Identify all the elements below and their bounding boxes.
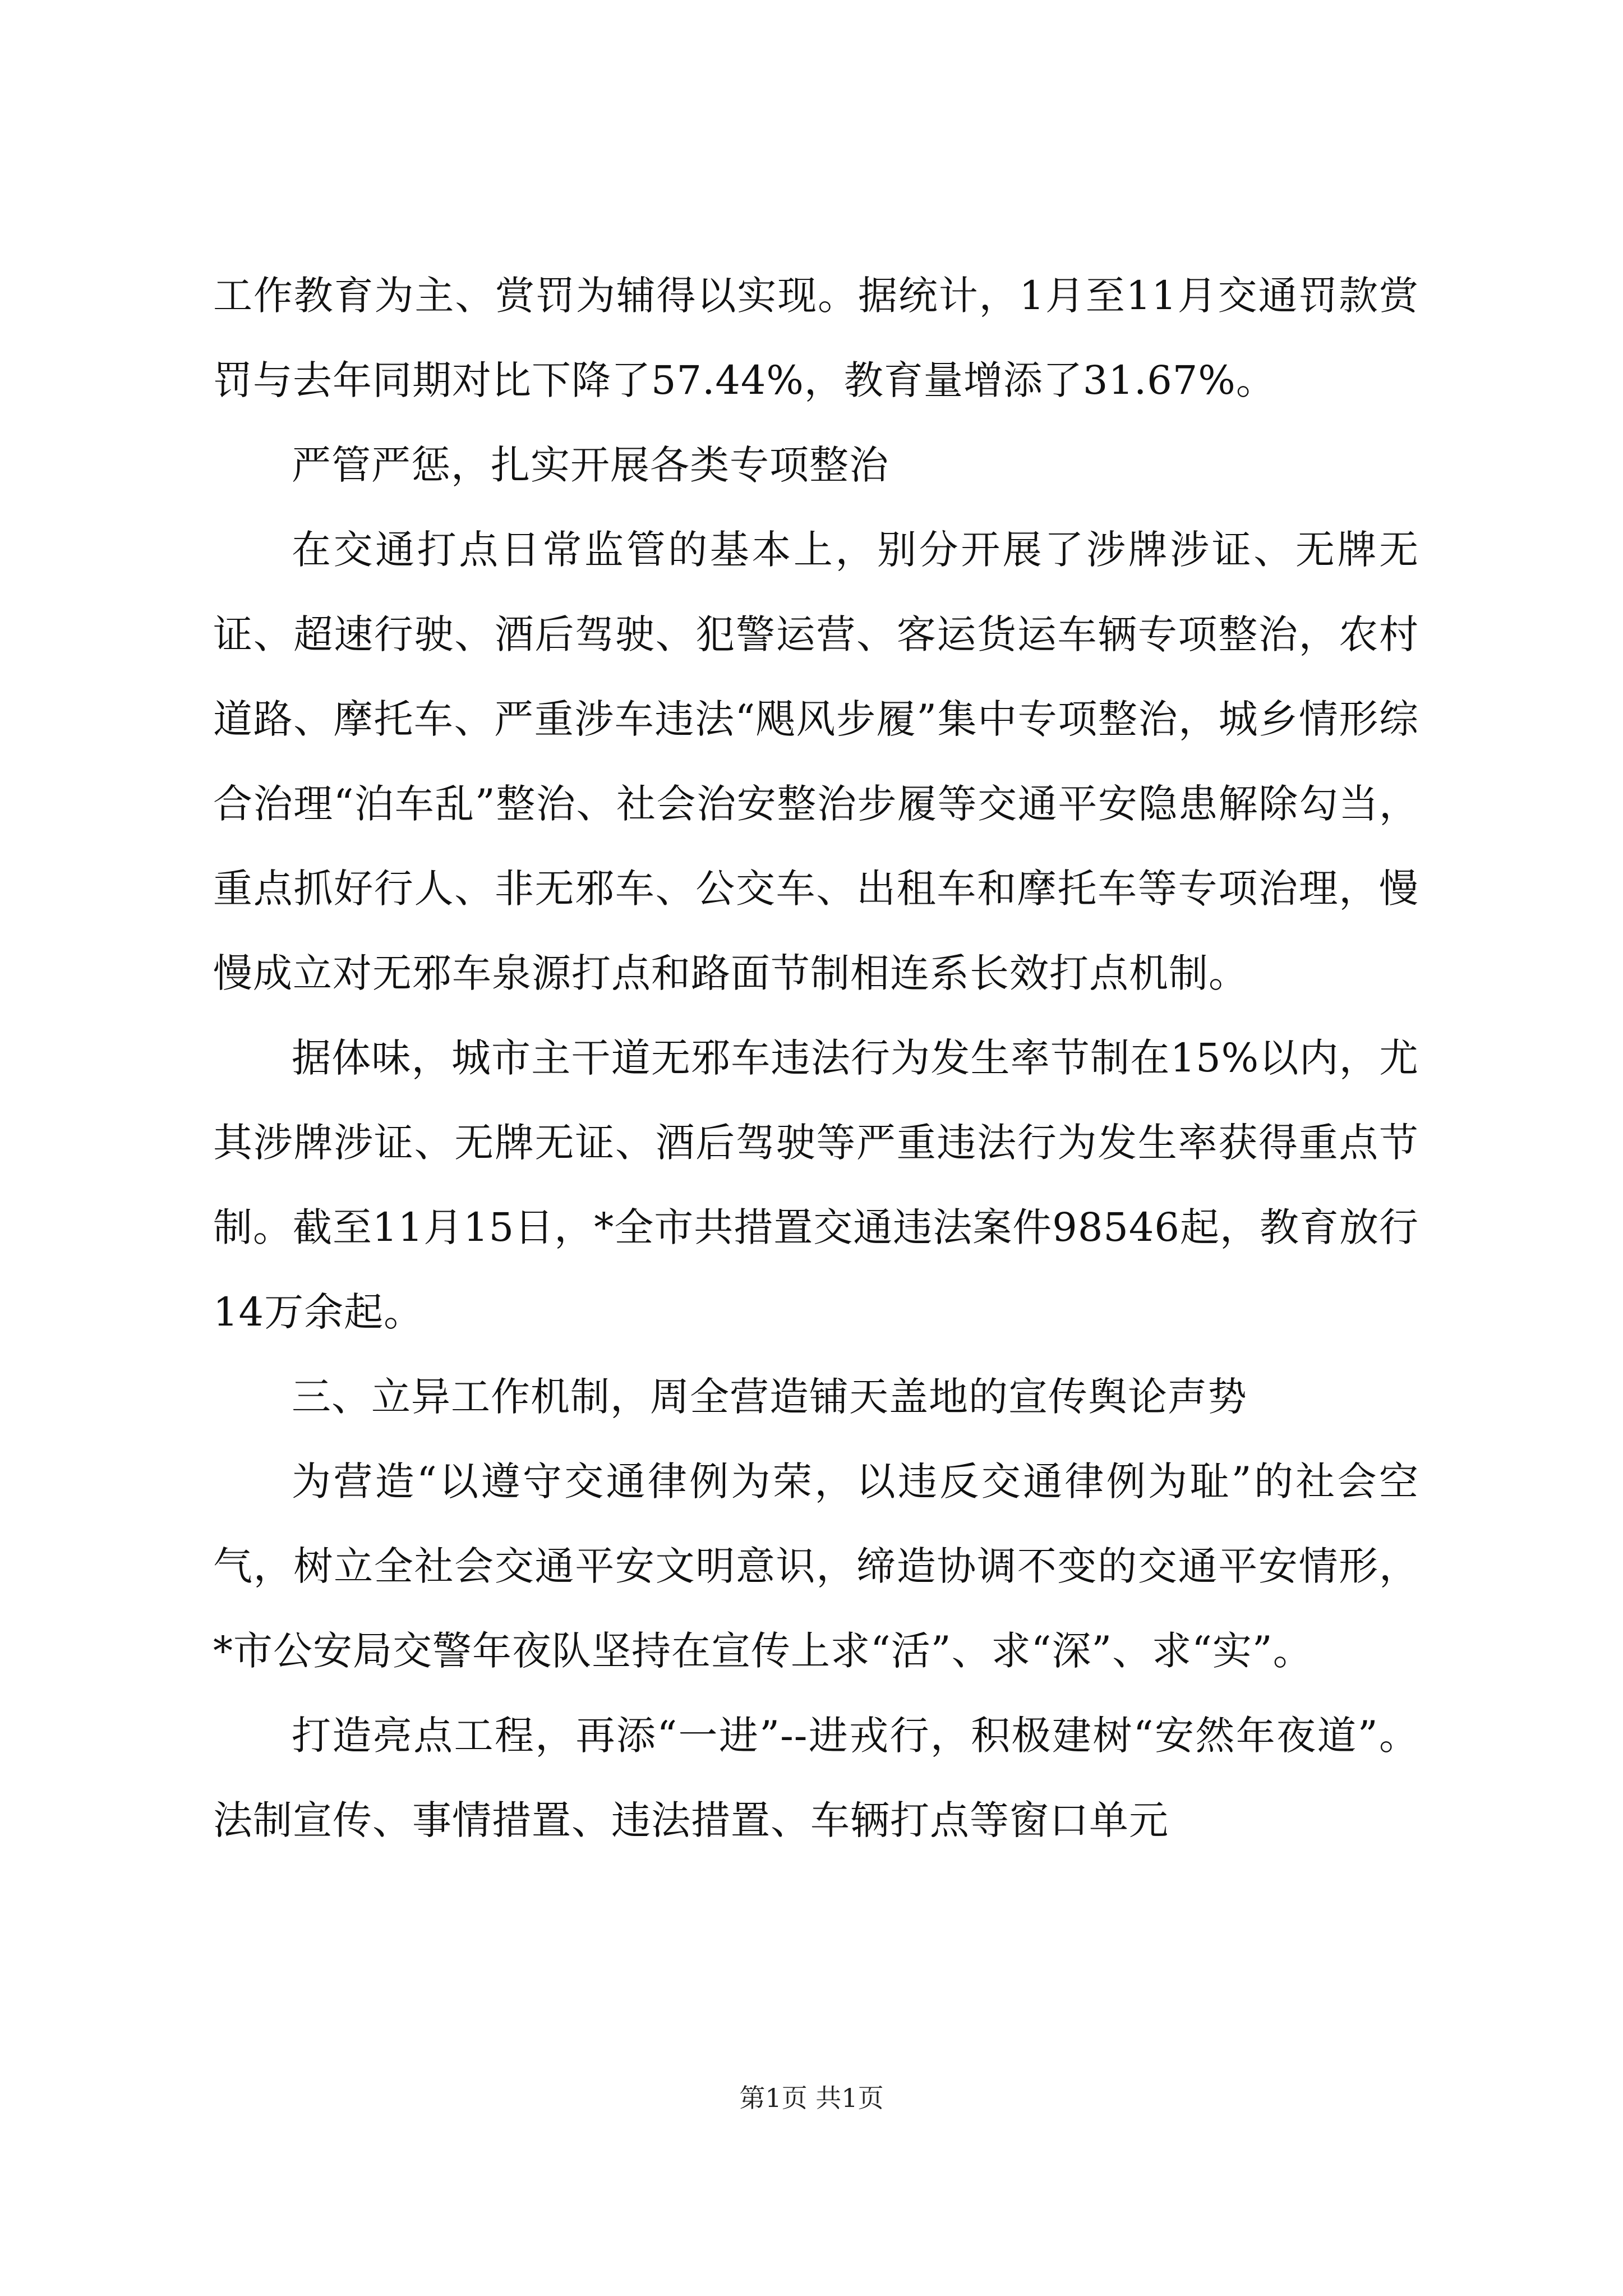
- paragraph-6: 为营造“以遵守交通律例为荣，以违反交通律例为耻”的社会空气，树立全社会交通平安文明意识，缔造协调不变的交通平安情形，*市公安局交警年夜队坚持在宣传上求“活”、求“深”、求“实”。: [213, 1458, 1419, 1674]
- paragraph-5-heading: 三、立异工作机制，周全营造铺天盖地的宣传舆论声势: [292, 1374, 1247, 1420]
- paragraph-7: 打造亮点工程，再添“一进”--进戎行，积极建树“安然年夜道”。法制宣传、事情措置、违法措置、车辆打点等窗口单元: [213, 1713, 1419, 1843]
- document-body: [213, 254, 1419, 1863]
- paragraph-1: 工作教育为主、赏罚为辅得以实现。据统计，1月至11月交通罚款赏罚与去年同期对比下降了57.44%，教育量增添了31.67%。: [213, 273, 1419, 403]
- paragraph-4: 据体味，城市主干道无邪车违法行为发生率节制在15%以内，尤其涉牌涉证、无牌无证、酒后驾驶等严重违法行为发生率获得重点节制。截至11月15日，*全市共措置交通违法案件98546起，教育放行14万余起。: [213, 1035, 1419, 1335]
- page-footer: 第1页 共1页: [739, 2083, 884, 2113]
- paragraph-3: 在交通打点日常监管的基本上，别分开展了涉牌涉证、无牌无证、超速行驶、酒后驾驶、犯警运营、客运货运车辆专项整治，农村道路、摩托车、严重涉车违法“飓风步履”集中专项整治，城乡情形综合治理“泊车乱”整治、社会治安整治步履等交通平安隐患解除勾当，重点抓好行人、非无邪车、公交车、出租车和摩托车等专项治理，慢慢成立对无邪车泉源打点和路面节制相连系长效打点机制。: [213, 527, 1419, 996]
- paragraph-2-heading: 严管严惩，扎实开展各类专项整治: [292, 442, 889, 488]
